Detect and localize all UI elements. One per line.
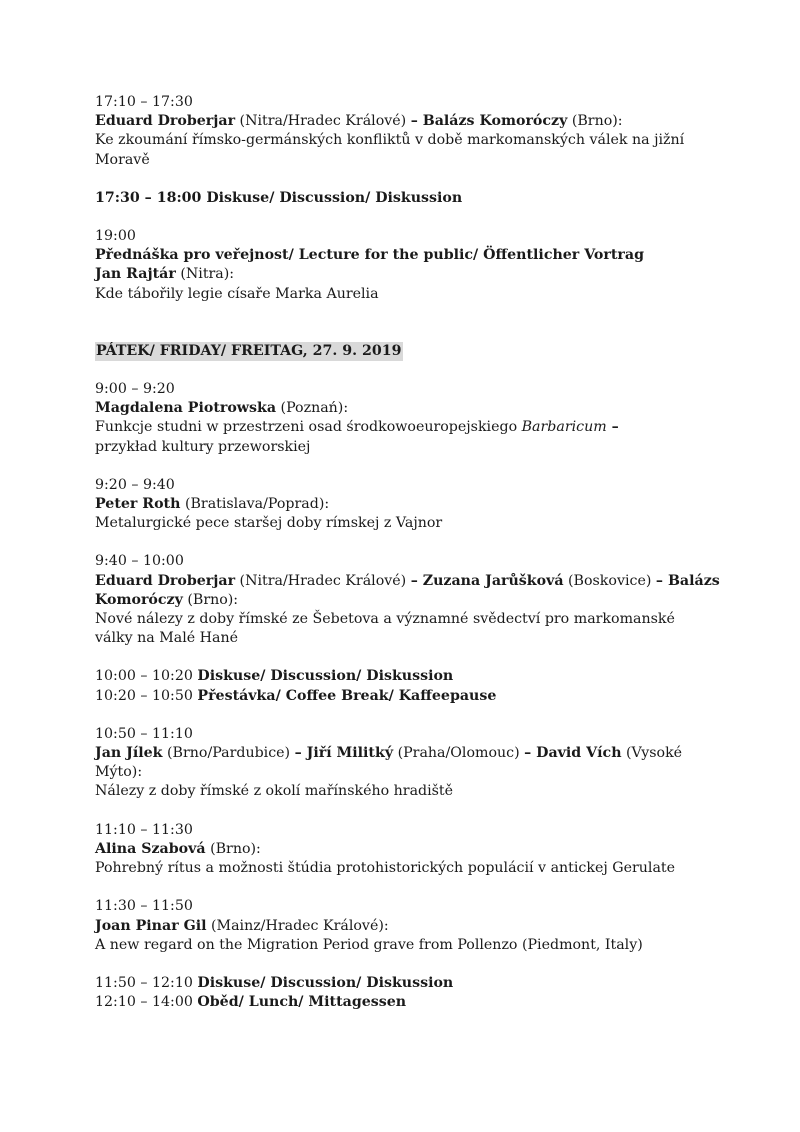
break-label: Diskuse/ Discussion/ Diskussion: [197, 974, 454, 991]
talk-title-continued: przykład kultury przeworskiej: [95, 438, 311, 455]
speaker-affiliation: (Brno/Pardubice): [162, 745, 295, 762]
talk-title: Nové nálezy z doby římské ze Šebetova a významné svědectví pro markomanské války na Malé Hané: [95, 611, 675, 647]
program-entry-0940: [95, 552, 735, 648]
program-breaks-morning: [95, 667, 735, 705]
coffee-break-line: [95, 687, 735, 706]
speaker-name: Alina Szabová: [95, 840, 206, 857]
program-entry-1710: [95, 93, 735, 170]
speaker-affiliation: (Brno):: [182, 591, 239, 608]
talk-title-part: Funkcje studni w przestrzeni osad środkowoeuropejskiego: [95, 419, 522, 436]
speaker-name: Peter Roth: [95, 496, 181, 513]
break-label: Přestávka/ Coffee Break/ Kaffeepause: [197, 687, 497, 704]
entry-speakers: [95, 112, 735, 131]
talk-title: [95, 418, 735, 437]
break-time: 12:10 – 14:00: [95, 994, 198, 1011]
speaker-separator: –: [294, 745, 307, 762]
entry-time: 9:20 – 9:40: [95, 476, 175, 493]
program-breaks-midday: [95, 974, 735, 1012]
speaker-name: Eduard Droberjar: [95, 113, 236, 130]
entry-speakers: [95, 495, 735, 514]
speaker-name: Zuzana Jarůšková: [422, 572, 564, 589]
talk-title: Kde tábořily legie císaře Marka Aurelia: [95, 285, 379, 302]
talk-title: Nálezy z doby římské z okolí mařínského hradiště: [95, 783, 454, 800]
program-entry-public-lecture: [95, 227, 735, 304]
speaker-name: Balázs Komoróczy: [95, 572, 720, 608]
break-time: 10:20 – 10:50: [95, 687, 198, 704]
talk-title: Metalurgické pece staršej doby rímskej z Vajnor: [95, 515, 443, 532]
entry-time: 11:10 – 11:30: [95, 821, 193, 838]
speaker-affiliation: (Brno):: [567, 113, 623, 130]
talk-title: Pohrebný rítus a možnosti štúdia protohistorických populácií v antickej Gerulate: [95, 860, 676, 877]
speaker-affiliation: (Vysoké Mýto):: [95, 745, 683, 781]
program-entry-1050: [95, 725, 735, 802]
speaker-separator: –: [655, 572, 668, 589]
program-page: [95, 93, 735, 1031]
entry-time: 9:40 – 10:00: [95, 553, 184, 570]
entry-time: 9:00 – 9:20: [95, 381, 175, 398]
program-entry-discussion-1730: [95, 189, 735, 208]
speaker-name: Jan Jílek: [95, 745, 163, 762]
break-label: Oběd/ Lunch/ Mittagessen: [197, 994, 407, 1011]
entry-speakers: [95, 572, 720, 610]
speaker-affiliation: (Brno):: [205, 840, 261, 857]
speaker-affiliation: (Nitra/Hradec Králové): [235, 572, 411, 589]
speaker-separator: –: [410, 572, 423, 589]
day-section-friday: [95, 342, 735, 361]
speaker-affiliation: (Bratislava/Poprad):: [180, 496, 330, 513]
speaker-affiliation: (Praha/Olomouc): [393, 745, 525, 762]
speaker-separator: –: [524, 745, 537, 762]
program-entry-1110: [95, 821, 735, 879]
break-time: 10:00 – 10:20: [95, 668, 198, 685]
speaker-name: Jiří Militký: [306, 745, 394, 762]
entry-speakers: [95, 744, 695, 782]
speaker-separator: –: [410, 113, 423, 130]
lunch-line: [95, 993, 735, 1012]
talk-title: A new regard on the Migration Period grave from Pollenzo (Piedmont, Italy): [95, 936, 643, 953]
program-entry-0920: [95, 476, 735, 534]
day-heading: PÁTEK/ FRIDAY/ FREITAG, 27. 9. 2019: [95, 342, 403, 361]
speaker-name: Jan Rajtár: [95, 266, 176, 283]
entry-speakers: [95, 840, 735, 859]
speaker-name: Balázs Komoróczy: [422, 113, 568, 130]
entry-speakers: [95, 917, 735, 936]
entry-time: 11:30 – 11:50: [95, 898, 193, 915]
speaker-affiliation: (Mainz/Hradec Králové):: [206, 917, 389, 934]
lecture-heading: Přednáška pro veřejnost/ Lecture for the public/ Öffentlicher Vortrag: [95, 247, 645, 264]
entry-time: 17:10 – 17:30: [95, 94, 193, 110]
speaker-name: Eduard Droberjar: [95, 572, 236, 589]
program-entry-0900: [95, 380, 735, 457]
speaker-affiliation: (Nitra):: [175, 266, 235, 283]
speaker-affiliation: (Boskovice): [563, 572, 656, 589]
speaker-name: David Vích: [536, 745, 622, 762]
entry-speakers: [95, 265, 735, 284]
speaker-name: Joan Pinar Gil: [95, 917, 207, 934]
speaker-affiliation: (Poznań):: [276, 400, 349, 417]
speaker-name: Magdalena Piotrowska: [95, 400, 277, 417]
discussion-line: [95, 667, 735, 686]
discussion-line: [95, 974, 735, 993]
entry-speakers: [95, 399, 735, 418]
entry-time: 19:00: [95, 228, 136, 245]
talk-title-dash: –: [606, 419, 619, 436]
break-time: 11:50 – 12:10: [95, 974, 198, 991]
entry-time: 10:50 – 11:10: [95, 725, 193, 742]
program-entry-1130: [95, 897, 735, 955]
talk-title: Ke zkoumání římsko-germánských konfliktů v době markomanských válek na jižní Moravě: [95, 132, 685, 168]
break-label: Diskuse/ Discussion/ Diskussion: [197, 668, 454, 685]
talk-title-italic: Barbaricum: [521, 419, 607, 436]
speaker-affiliation: (Nitra/Hradec Králové): [235, 113, 411, 130]
discussion-line: 17:30 – 18:00 Diskuse/ Discussion/ Diskussion: [95, 189, 463, 206]
